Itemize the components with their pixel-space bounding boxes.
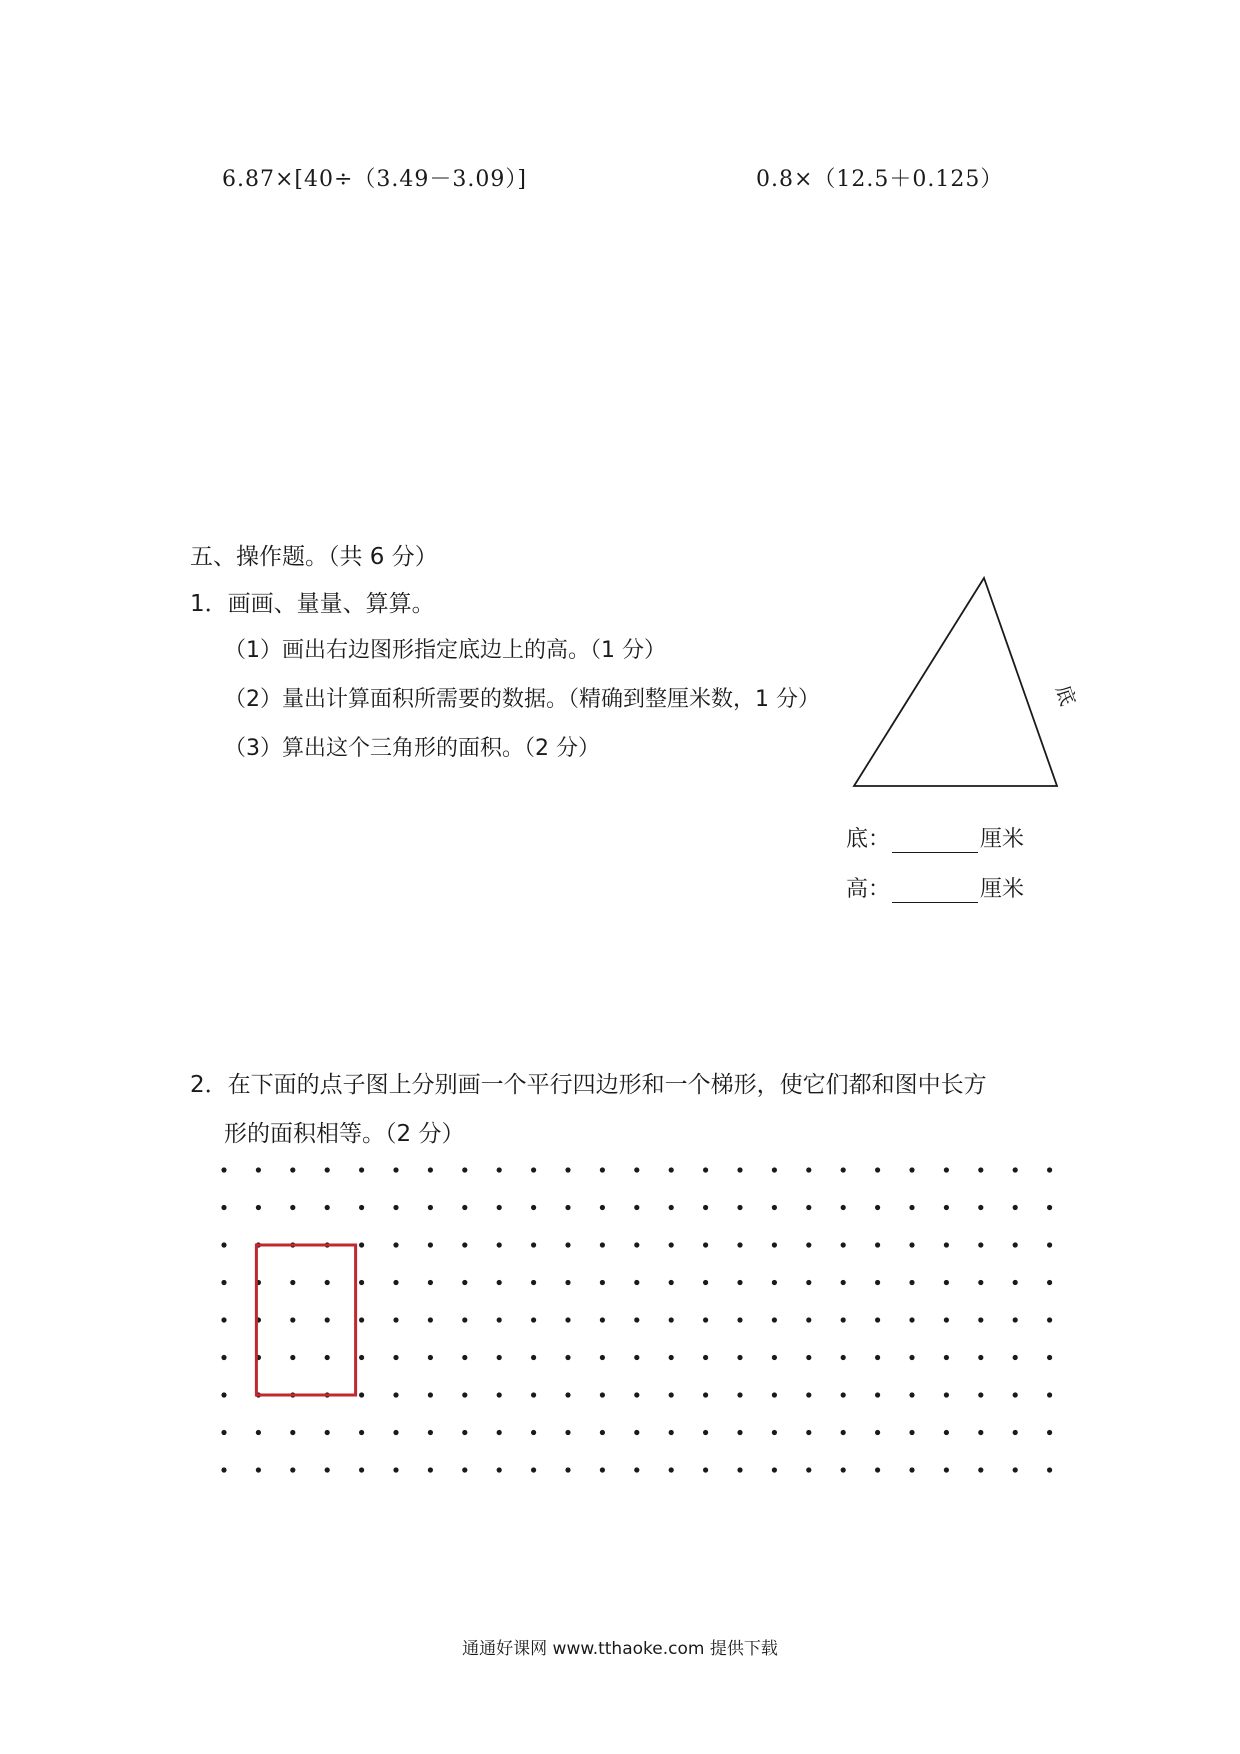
grid-dot xyxy=(737,1317,742,1322)
grid-dot xyxy=(772,1467,777,1472)
grid-dot xyxy=(531,1205,536,1210)
grid-dot xyxy=(1047,1467,1052,1472)
grid-dot xyxy=(703,1430,708,1435)
grid-dot xyxy=(978,1355,983,1360)
grid-dot xyxy=(909,1317,914,1322)
grid-dot xyxy=(806,1392,811,1397)
grid-dot xyxy=(531,1242,536,1247)
grid-dot xyxy=(428,1355,433,1360)
grid-dot xyxy=(325,1280,330,1285)
grid-dot xyxy=(875,1242,880,1247)
grid-dot xyxy=(978,1430,983,1435)
grid-dot xyxy=(875,1430,880,1435)
grid-dot xyxy=(772,1205,777,1210)
grid-dot xyxy=(703,1392,708,1397)
grid-dot xyxy=(565,1205,570,1210)
grid-dot xyxy=(428,1430,433,1435)
grid-dot xyxy=(393,1167,398,1172)
grid-dot xyxy=(497,1317,502,1322)
grid-dot xyxy=(531,1467,536,1472)
grid-dot xyxy=(497,1392,502,1397)
grid-dot xyxy=(393,1205,398,1210)
height-unit: 厘米 xyxy=(980,877,1025,902)
grid-dot xyxy=(256,1167,261,1172)
grid-dot xyxy=(359,1430,364,1435)
grid-dot xyxy=(841,1392,846,1397)
grid-dot xyxy=(737,1355,742,1360)
grid-dot xyxy=(737,1205,742,1210)
grid-dot xyxy=(221,1392,226,1397)
grid-dot xyxy=(703,1205,708,1210)
grid-dot xyxy=(462,1355,467,1360)
grid-dot xyxy=(1047,1205,1052,1210)
height-answer-line[interactable] xyxy=(892,880,978,903)
grid-dot xyxy=(634,1392,639,1397)
grid-dot xyxy=(290,1317,295,1322)
triangle-figure xyxy=(840,568,1080,798)
grid-dot xyxy=(1047,1392,1052,1397)
grid-dot xyxy=(737,1242,742,1247)
grid-dot xyxy=(806,1280,811,1285)
grid-dot xyxy=(497,1205,502,1210)
base-answer-row xyxy=(846,822,1024,853)
grid-dot xyxy=(393,1392,398,1397)
grid-dot xyxy=(1013,1467,1018,1472)
base-unit: 厘米 xyxy=(980,827,1025,852)
grid-dot xyxy=(909,1392,914,1397)
grid-dot xyxy=(1047,1317,1052,1322)
grid-dot xyxy=(1013,1205,1018,1210)
grid-dot xyxy=(221,1205,226,1210)
grid-dot xyxy=(531,1280,536,1285)
grid-dot xyxy=(428,1205,433,1210)
grid-dot xyxy=(737,1467,742,1472)
grid-dot xyxy=(565,1317,570,1322)
grid-dot xyxy=(393,1467,398,1472)
grid-dot xyxy=(806,1242,811,1247)
grid-dot xyxy=(806,1317,811,1322)
grid-dot xyxy=(462,1430,467,1435)
grid-dot xyxy=(1047,1355,1052,1360)
grid-dot xyxy=(428,1242,433,1247)
grid-dot xyxy=(221,1167,226,1172)
grid-dot xyxy=(944,1167,949,1172)
grid-dot xyxy=(772,1317,777,1322)
grid-dot xyxy=(909,1355,914,1360)
grid-dot xyxy=(600,1430,605,1435)
grid-dot xyxy=(703,1280,708,1285)
grid-dot xyxy=(462,1280,467,1285)
grid-dot xyxy=(359,1355,364,1360)
question-1-sub-2: （2）量出计算面积所需要的数据。（精确到整厘米数，1 分） xyxy=(224,687,820,712)
grid-dot xyxy=(565,1430,570,1435)
grid-dot xyxy=(669,1205,674,1210)
grid-dot xyxy=(841,1430,846,1435)
grid-dot xyxy=(428,1280,433,1285)
grid-dot xyxy=(1013,1280,1018,1285)
grid-dot xyxy=(221,1280,226,1285)
grid-dot xyxy=(909,1280,914,1285)
grid-dot xyxy=(703,1467,708,1472)
grid-dot xyxy=(944,1280,949,1285)
grid-dot xyxy=(737,1430,742,1435)
triangle-base-label: 底 xyxy=(1051,682,1080,709)
grid-dot xyxy=(909,1242,914,1247)
grid-dot xyxy=(669,1242,674,1247)
grid-dot xyxy=(909,1167,914,1172)
grid-dot xyxy=(256,1205,261,1210)
grid-dot xyxy=(944,1430,949,1435)
grid-dot xyxy=(325,1317,330,1322)
grid-dot xyxy=(634,1205,639,1210)
grid-dot xyxy=(497,1167,502,1172)
grid-dot xyxy=(565,1280,570,1285)
grid-dot xyxy=(772,1430,777,1435)
grid-dot xyxy=(978,1467,983,1472)
question-2-line-1: 2．在下面的点子图上分别画一个平行四边形和一个梯形，使它们都和图中长方 xyxy=(190,1072,987,1098)
dots-layer xyxy=(221,1167,1060,1472)
grid-dot xyxy=(497,1467,502,1472)
grid-dot xyxy=(634,1467,639,1472)
grid-dot xyxy=(359,1205,364,1210)
grid-dot xyxy=(428,1467,433,1472)
grid-dot xyxy=(806,1467,811,1472)
grid-dot xyxy=(359,1167,364,1172)
grid-dot xyxy=(806,1430,811,1435)
grid-dot xyxy=(221,1317,226,1322)
grid-dot xyxy=(772,1392,777,1397)
grid-dot xyxy=(600,1242,605,1247)
grid-dot xyxy=(944,1205,949,1210)
grid-dot xyxy=(325,1205,330,1210)
grid-dot xyxy=(1047,1430,1052,1435)
grid-dot xyxy=(1047,1167,1052,1172)
base-answer-line[interactable] xyxy=(892,830,978,853)
grid-dot xyxy=(393,1355,398,1360)
grid-dot xyxy=(875,1280,880,1285)
question-1-sub-1: （1）画出右边图形指定底边上的高。（1 分） xyxy=(224,638,666,663)
grid-dot xyxy=(462,1392,467,1397)
grid-dot xyxy=(841,1280,846,1285)
grid-dot xyxy=(565,1242,570,1247)
grid-dot xyxy=(290,1467,295,1472)
grid-dot xyxy=(600,1392,605,1397)
grid-dot xyxy=(393,1280,398,1285)
grid-dot xyxy=(875,1467,880,1472)
grid-dot xyxy=(669,1280,674,1285)
grid-dot xyxy=(531,1355,536,1360)
grid-dot xyxy=(944,1242,949,1247)
grid-dot xyxy=(772,1280,777,1285)
grid-dot xyxy=(841,1467,846,1472)
grid-dot xyxy=(703,1242,708,1247)
grid-dot xyxy=(325,1430,330,1435)
grid-dot xyxy=(944,1355,949,1360)
grid-dot xyxy=(462,1205,467,1210)
grid-dot xyxy=(703,1317,708,1322)
grid-dot xyxy=(497,1280,502,1285)
grid-dot xyxy=(875,1205,880,1210)
grid-dot xyxy=(737,1167,742,1172)
question-1-sub-3: （3）算出这个三角形的面积。（2 分） xyxy=(224,736,600,761)
grid-dot xyxy=(462,1167,467,1172)
grid-dot xyxy=(290,1430,295,1435)
height-answer-row xyxy=(846,872,1024,903)
grid-dot xyxy=(256,1430,261,1435)
grid-dot xyxy=(531,1430,536,1435)
grid-dot xyxy=(978,1392,983,1397)
grid-dot xyxy=(634,1355,639,1360)
grid-dot xyxy=(737,1392,742,1397)
grid-dot xyxy=(669,1355,674,1360)
grid-dot xyxy=(875,1317,880,1322)
grid-dot xyxy=(669,1430,674,1435)
grid-dot xyxy=(978,1280,983,1285)
grid-dot xyxy=(462,1467,467,1472)
grid-dot xyxy=(1013,1317,1018,1322)
grid-dot xyxy=(669,1467,674,1472)
grid-dot xyxy=(359,1317,364,1322)
grid-dot xyxy=(703,1355,708,1360)
grid-dot xyxy=(944,1392,949,1397)
grid-dot xyxy=(325,1467,330,1472)
grid-dot xyxy=(1047,1280,1052,1285)
grid-dot xyxy=(393,1242,398,1247)
grid-dot xyxy=(634,1280,639,1285)
grid-dot xyxy=(600,1205,605,1210)
grid-dot xyxy=(462,1317,467,1322)
grid-dot xyxy=(703,1167,708,1172)
grid-dot xyxy=(393,1317,398,1322)
grid-dot xyxy=(1013,1242,1018,1247)
grid-dot xyxy=(841,1167,846,1172)
grid-dot xyxy=(565,1392,570,1397)
grid-dot xyxy=(737,1280,742,1285)
grid-dot xyxy=(290,1355,295,1360)
grid-dot xyxy=(841,1242,846,1247)
grid-dot xyxy=(325,1355,330,1360)
grid-dot xyxy=(1013,1430,1018,1435)
grid-dot xyxy=(978,1167,983,1172)
grid-dot xyxy=(221,1242,226,1247)
grid-dot xyxy=(290,1205,295,1210)
grid-dot xyxy=(944,1467,949,1472)
grid-dot xyxy=(634,1430,639,1435)
grid-dot xyxy=(600,1317,605,1322)
grid-dot xyxy=(841,1317,846,1322)
height-label: 高： xyxy=(846,877,891,902)
grid-dot xyxy=(806,1355,811,1360)
grid-dot xyxy=(600,1280,605,1285)
grid-dot xyxy=(806,1167,811,1172)
grid-dot xyxy=(909,1467,914,1472)
grid-dot xyxy=(669,1317,674,1322)
grid-dot xyxy=(462,1242,467,1247)
grid-dot xyxy=(221,1467,226,1472)
grid-dot xyxy=(669,1167,674,1172)
grid-dot xyxy=(669,1392,674,1397)
calc-expression-left: 6.87×[40÷（3.49－3.09）] xyxy=(222,167,527,192)
grid-dot xyxy=(428,1167,433,1172)
grid-dot xyxy=(290,1280,295,1285)
grid-dot xyxy=(875,1167,880,1172)
grid-dot xyxy=(634,1317,639,1322)
grid-dot xyxy=(531,1392,536,1397)
grid-dot xyxy=(1013,1392,1018,1397)
grid-dot xyxy=(978,1205,983,1210)
section-title: 五、操作题。（共 6 分） xyxy=(190,544,438,570)
grid-dot xyxy=(221,1355,226,1360)
grid-dot xyxy=(359,1242,364,1247)
grid-dot xyxy=(772,1167,777,1172)
grid-dot xyxy=(290,1167,295,1172)
grid-dot xyxy=(772,1355,777,1360)
grid-dot xyxy=(221,1430,226,1435)
grid-dot xyxy=(600,1167,605,1172)
question-1-label: 1．画画、量量、算算。 xyxy=(190,591,435,617)
grid-dot xyxy=(359,1280,364,1285)
grid-dot xyxy=(497,1430,502,1435)
calc-expression-right: 0.8×（12.5＋0.125） xyxy=(756,167,1004,192)
grid-dot xyxy=(772,1242,777,1247)
grid-dot xyxy=(393,1430,398,1435)
grid-dot xyxy=(428,1392,433,1397)
grid-dot xyxy=(359,1467,364,1472)
grid-dot xyxy=(497,1355,502,1360)
grid-dot xyxy=(1013,1355,1018,1360)
grid-dot xyxy=(565,1355,570,1360)
grid-dot xyxy=(1013,1167,1018,1172)
grid-dot xyxy=(944,1317,949,1322)
grid-dot xyxy=(909,1205,914,1210)
dot-grid xyxy=(200,1160,1060,1480)
grid-dot xyxy=(978,1242,983,1247)
grid-dot xyxy=(325,1167,330,1172)
grid-dot xyxy=(1047,1242,1052,1247)
grid-dot xyxy=(256,1467,261,1472)
reference-rectangle xyxy=(256,1245,355,1395)
grid-dot xyxy=(978,1317,983,1322)
grid-dot xyxy=(909,1430,914,1435)
grid-dot xyxy=(428,1317,433,1322)
grid-dot xyxy=(634,1242,639,1247)
base-label: 底： xyxy=(846,827,891,852)
grid-dot xyxy=(841,1205,846,1210)
grid-dot xyxy=(565,1167,570,1172)
grid-dot xyxy=(600,1355,605,1360)
grid-dot xyxy=(841,1355,846,1360)
grid-dot xyxy=(875,1392,880,1397)
grid-dot xyxy=(634,1167,639,1172)
grid-dot xyxy=(600,1467,605,1472)
grid-dot xyxy=(565,1467,570,1472)
grid-dot xyxy=(806,1205,811,1210)
grid-dot xyxy=(531,1167,536,1172)
grid-dot xyxy=(531,1317,536,1322)
grid-dot xyxy=(359,1392,364,1397)
grid-dot xyxy=(875,1355,880,1360)
triangle-shape xyxy=(854,578,1057,786)
grid-dot xyxy=(497,1242,502,1247)
question-2-line-2: 形的面积相等。（2 分） xyxy=(224,1121,465,1147)
footer-text: 通通好课网 www.tthaoke.com 提供下载 xyxy=(462,1639,778,1659)
